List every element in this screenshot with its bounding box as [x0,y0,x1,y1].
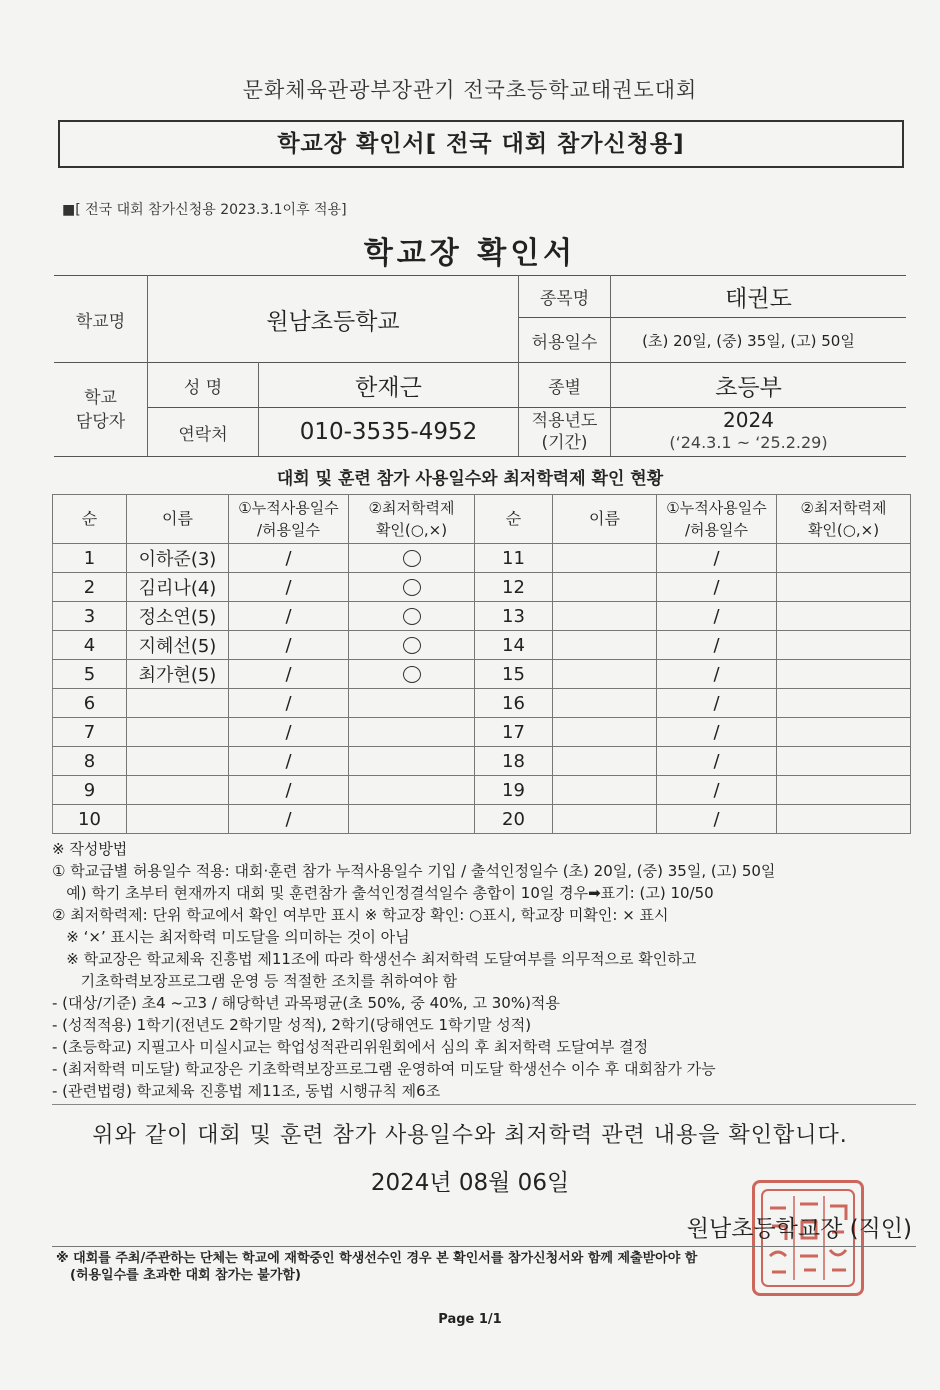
main-title: 학교장 확인서 [363,236,577,271]
row-days: / [657,573,777,602]
row-days: / [657,689,777,718]
signer: 원남초등학교장 (직인) [686,1216,912,1242]
section-title: 대회 및 훈련 참가 사용일수와 최저학력제 확인 현황 [276,469,664,489]
row-name [553,805,657,834]
instruction-line: - (초등학교) 지필고사 미실시교는 학업성적관리위원회에서 심의 후 최저학력 도달여부 결정 [52,1038,649,1056]
header-confirm: ②최저학력제 확인(○,×) [349,495,475,544]
info-border-bottom [54,456,906,457]
row-no: 3 [53,602,127,631]
table-row [53,660,911,689]
row-mark [349,718,475,747]
row-days: / [657,660,777,689]
row-no: 15 [475,660,553,689]
row-name [553,631,657,660]
allowed-days-value: (초) 20일, (중) 35일, (고) 50일 [642,331,855,350]
table-row [53,689,911,718]
school-value: 원남초등학교 [266,308,400,335]
sport-value: 태권도 [725,286,792,312]
issue-date: 2024년 08월 06일 [370,1170,570,1196]
row-days: / [229,573,349,602]
allowed-days-label: 허용일수 [531,332,598,353]
row-name: 김리나(4) [127,573,229,602]
confirm-circle-mark [403,637,421,654]
confirm-circle-mark [403,550,421,567]
row-mark [349,631,475,660]
row-no: 19 [475,776,553,805]
row-name: 정소연(5) [127,602,229,631]
row-mark [349,544,475,573]
instruction-line: ① 학교급별 허용일수 적용: 대회·훈련 참가 누적사용일수 기입 / 출석인정일수 (초) 20일, (중) 35일, (고) 50일 [52,862,776,880]
row-days: / [657,602,777,631]
row-mark [777,631,911,660]
row-days: / [229,544,349,573]
table-row [53,805,911,834]
row-mark [777,776,911,805]
header-name: 이름 [553,495,657,544]
instruction-line: ② 최저학력제: 단위 학교에서 확인 여부만 표시 ※ 학교장 확인: ○표시, 학교장 미확인: × 표시 [52,906,669,924]
row-no: 7 [53,718,127,747]
row-no: 14 [475,631,553,660]
row-mark [777,544,911,573]
year-label: 적용년도 (기간) [531,411,598,453]
header-confirm: ②최저학력제 확인(○,×) [777,495,911,544]
row-no: 10 [53,805,127,834]
row-mark [349,602,475,631]
row-days: / [657,776,777,805]
contact-value: 010-3535-4952 [299,419,478,445]
header-name: 이름 [127,495,229,544]
row-no: 9 [53,776,127,805]
row-name [127,776,229,805]
row-mark [777,718,911,747]
row-mark [349,776,475,805]
row-no: 12 [475,573,553,602]
row-days: / [229,776,349,805]
row-name [127,805,229,834]
row-no: 8 [53,747,127,776]
row-mark [777,573,911,602]
table-header-row [53,495,911,544]
usage-table [52,494,911,834]
divider [52,1246,916,1247]
row-days: / [657,631,777,660]
row-name [553,660,657,689]
instruction-line: - (관련법령) 학교체육 진흥법 제11조, 동법 시행규칙 제6조 [52,1082,441,1100]
manager-name: 한재근 [355,374,422,401]
row-days: / [229,602,349,631]
header-days: ①누적사용일수 /허용일수 [657,495,777,544]
instruction-line: ※ 작성방법 [52,840,128,858]
year-value: 2024 [723,408,774,432]
row-no: 18 [475,747,553,776]
divider [52,1104,916,1105]
header-days: ①누적사용일수 /허용일수 [229,495,349,544]
sport-label: 종목명 [539,289,590,309]
footnote-line: (허용일수를 초과한 대회 참가는 불가함) [70,1268,301,1283]
row-no: 11 [475,544,553,573]
footnote-line: ※ 대회를 주최/주관하는 단체는 학교에 재학중인 학생선수인 경우 본 확인서를 참가신청서와 함께 제출받아야 함 [56,1251,698,1266]
row-name [553,602,657,631]
instruction-line: 기초학력보장프로그램 운영 등 적절한 조치를 취하여야 함 [52,972,457,990]
row-mark [777,660,911,689]
table-body [53,544,911,834]
row-name [553,776,657,805]
instruction-line: - (성적적용) 1학기(전년도 2학기말 성적), 2학기(당해연도 1학기말 성적) [52,1016,532,1034]
row-days: / [229,718,349,747]
row-name: 최가현(5) [127,660,229,689]
row-mark [777,689,911,718]
row-days: / [657,718,777,747]
period-value: (‘24.3.1 ~ ‘25.2.29) [669,433,828,452]
confirmation-statement: 위와 같이 대회 및 훈련 참가 사용일수와 최저학력 관련 내용을 확인합니다. [92,1123,848,1148]
row-days: / [229,660,349,689]
contact-label: 연락처 [178,424,228,445]
row-days: / [657,544,777,573]
row-no: 20 [475,805,553,834]
row-days: / [229,747,349,776]
row-name [127,747,229,776]
row-no: 13 [475,602,553,631]
table-row [53,747,911,776]
instruction-line: - (대상/기준) 초4 ~고3 / 해당학년 과목평균(초 50%, 중 40%, 고 30%)적용 [52,994,560,1012]
row-name [553,689,657,718]
year-cell [611,408,886,456]
footnote [56,1250,697,1284]
division-value: 초등부 [715,374,782,401]
row-days: / [657,805,777,834]
row-days: / [229,689,349,718]
row-name [127,689,229,718]
header-no: 순 [53,495,127,544]
row-mark [349,660,475,689]
row-no: 6 [53,689,127,718]
confirm-circle-mark [403,666,421,683]
applicability-note: ■[ 전국 대회 참가신청용 2023.3.1이후 적용] [62,202,347,218]
row-no: 17 [475,718,553,747]
header-no: 순 [475,495,553,544]
row-mark [777,805,911,834]
division-label: 종별 [548,377,581,398]
confirm-circle-mark [403,608,421,625]
row-name: 지혜선(5) [127,631,229,660]
row-no: 4 [53,631,127,660]
table-row [53,776,911,805]
row-name: 이하준(3) [127,544,229,573]
table-row [53,718,911,747]
instruction-line: ※ 학교장은 학교체육 진흥법 제11조에 따라 학생선수 최저학력 도달여부를 의무적으로 확인하고 [52,950,697,968]
instruction-line: ※ ‘×’ 표시는 최저학력 미도달을 의미하는 것이 아님 [52,928,410,946]
competition-title: 문화체육관광부장관기 전국초등학교태권도대회 [242,78,698,102]
row-days: / [229,631,349,660]
row-no: 1 [53,544,127,573]
row-name [553,718,657,747]
table-row [53,631,911,660]
row-mark [777,602,911,631]
form-title-box: 학교장 확인서[ 전국 대회 참가신청용] [58,120,904,168]
confirm-circle-mark [403,579,421,596]
table-row [53,544,911,573]
row-mark [777,747,911,776]
manager-label: 학교 담당자 [75,387,126,432]
row-no: 5 [53,660,127,689]
row-name [553,544,657,573]
row-mark [349,689,475,718]
instruction-line: - (최저학력 미도달) 학교장은 기초학력보장프로그램 운영하여 미도달 학생선수 이수 후 대회참가 가능 [52,1060,716,1078]
table-row [53,573,911,602]
page-number: Page 1/1 [438,1312,502,1327]
row-days: / [657,747,777,776]
row-mark [349,805,475,834]
school-label: 학교명 [75,311,126,332]
row-name [553,573,657,602]
row-mark [349,573,475,602]
instruction-line: 예) 학기 초부터 현재까지 대회 및 훈련참가 출석인정결석일수 총합이 10일 경우➡표기: (고) 10/50 [52,884,714,902]
name-label: 성 명 [183,377,223,398]
row-name [553,747,657,776]
table-row [53,602,911,631]
row-no: 16 [475,689,553,718]
instructions [52,838,912,1102]
row-days: / [229,805,349,834]
row-no: 2 [53,573,127,602]
row-name [127,718,229,747]
row-mark [349,747,475,776]
